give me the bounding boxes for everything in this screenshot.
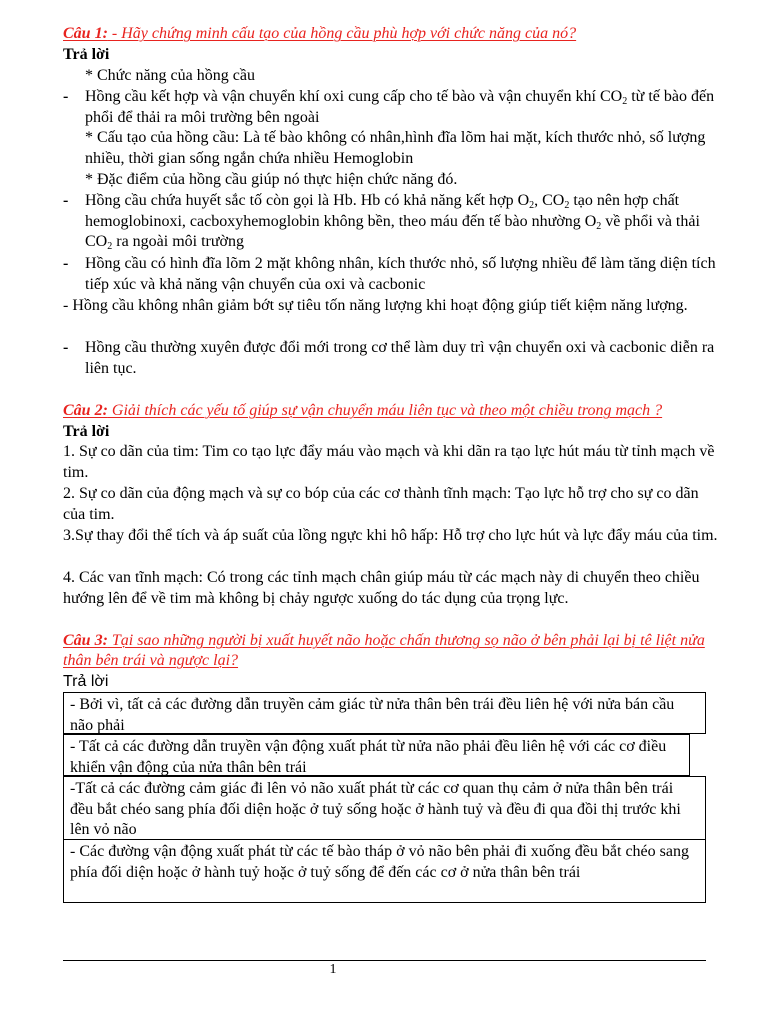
q3-answer-box-1: - Bởi vì, tất cả các đường dẫn truyền cảm giác từ nửa thân bên trái đều liên hệ với nửa bán cầu não phải bbox=[63, 692, 706, 734]
page-number: 1 bbox=[329, 962, 337, 977]
q2-point-3: 3.Sự thay đổi thể tích và áp suất của lồng ngực khi hô hấp: Hỗ trợ cho lực hút và lực đẩy máu của tim. bbox=[63, 527, 718, 544]
question-1-text: - Hãy chứng minh cấu tạo của hồng cầu phù hợp với chức năng của nó? bbox=[107, 25, 577, 42]
q1-bullet-4-text: Hồng cầu thường xuyên được đổi mới trong cơ thể làm duy trì vận chuyển oxi và cacbonic diễn ra liên tục. bbox=[85, 339, 715, 377]
q3-answer-box-3: -Tất cả các đường cảm giác đi lên vỏ não xuất phát từ các cơ quan thụ cảm ở nửa thân bên trái đều bắt chéo sang phía đối diện hoặc ở tuỷ sống hoặc ở hành tuỷ và đều đi qua đồi thị trước khi lên vỏ não bbox=[63, 776, 706, 840]
q1-bullet-1-sub: 2 bbox=[622, 96, 628, 107]
q1-structure-paragraph: * Cấu tạo của hồng cầu: Là tế bào không có nhân,hình đĩa lõm hai mặt, kích thước nhỏ, số lượng nhiều, thời gian sống ngắn chứa nhiều Hemoglobin bbox=[85, 129, 706, 167]
question-3-text: Tại sao những người bị xuất huyết não hoặc chấn thương sọ não ở bên phải lại bị tê liệt nửa thân bên trái và ngược lại? bbox=[63, 632, 705, 669]
q1-bullet-2-text-c: tạo nên hợp chất hemoglobinoxi, cacboxyhemoglobin không bền, theo máu đến tế bào nhường O bbox=[85, 192, 680, 230]
q1-bullet-1-text-a: Hồng cầu kết hợp và vận chuyển khí oxi cung cấp cho tế bào và vận chuyển khí CO bbox=[85, 88, 623, 105]
question-1-label: Câu 1: bbox=[63, 25, 108, 42]
q1-bullet-2-sub-3: 2 bbox=[596, 220, 602, 232]
q1-bullet-3-text: Hồng cầu có hình đĩa lõm 2 mặt không nhân, kích thước nhỏ, số lượng nhiều để làm tăng diện tích tiếp xúc và khả năng vận chuyển của oxi và cacbonic bbox=[85, 255, 716, 293]
q1-bullet-2-text-e: ra ngoài môi trường bbox=[112, 233, 245, 250]
q1-bullet-2-text-d: về phổi và thải CO bbox=[85, 212, 700, 250]
question-2-heading bbox=[63, 401, 723, 421]
question-1-heading bbox=[63, 24, 723, 44]
bullet-dash: - bbox=[63, 88, 69, 105]
q3-answer-box-2: - Tất cả các đường dẫn truyền vận động xuất phát từ nửa não phải đều liên hệ với các cơ điều khiển vận động của nửa thân bên trái bbox=[63, 734, 690, 776]
answer-3-label: Trả lời bbox=[63, 673, 109, 690]
footer-divider bbox=[63, 960, 706, 961]
q2-point-2: 2. Sự co dãn của động mạch và sự co bóp của các cơ thành tĩnh mạch: Tạo lực hỗ trợ cho sự co dãn của tim. bbox=[63, 485, 699, 523]
q3-answer-box-4: - Các đường vận động xuất phát từ các tế bào tháp ở vỏ não bên phải đi xuống đều bắt chéo sang phía đối diện hoặc ở hành tuỷ hoặc ở tuỷ sống để đến các cơ ở nửa thân bên trái bbox=[63, 839, 706, 903]
question-2-label: Câu 2: bbox=[63, 402, 108, 419]
bullet-dash: - bbox=[63, 255, 69, 272]
question-3-label: Câu 3: bbox=[63, 632, 108, 649]
q1-bullet-2-sub-2: 2 bbox=[564, 200, 570, 211]
q1-paragraph-4: - Hồng cầu không nhân giảm bớt sự tiêu tốn năng lượng khi hoạt động giúp tiết kiệm năng lượng. bbox=[63, 297, 688, 314]
answer-1-label: Trả lời bbox=[63, 46, 110, 63]
q1-bullet-2-sub-4: 2 bbox=[107, 241, 113, 252]
answer-2-label: Trả lời bbox=[63, 423, 110, 440]
q1-function-heading: * Chức năng của hồng cầu bbox=[85, 67, 255, 84]
bullet-dash: - bbox=[63, 339, 69, 356]
q1-bullet-2-sub-1: 2 bbox=[529, 200, 535, 211]
q2-point-1: 1. Sự co dãn của tim: Tim co tạo lực đẩy máu vào mạch và khi dãn ra tạo lực hút máu từ tỉnh mạch về tim. bbox=[63, 443, 715, 481]
bullet-dash: - bbox=[63, 192, 69, 209]
question-2-text: Giải thích các yếu tố giúp sự vận chuyển máu liên tục và theo một chiều trong mạch ? bbox=[107, 402, 663, 419]
question-3-heading bbox=[63, 631, 723, 671]
q1-bullet-2-text-a: Hồng cầu chứa huyết sắc tố còn gọi là Hb. Hb có khả năng kết hợp O bbox=[85, 192, 530, 209]
q1-bullet-1-text-b: từ tế bào đến phổi để thải ra môi trường bên ngoài bbox=[85, 88, 715, 126]
q2-point-4: 4. Các van tĩnh mạch: Có trong các tỉnh mạch chân giúp máu từ các mạch này di chuyển theo chiều hướng lên để về tim mà không bị chảy ngược xuống do tác dụng của trọng lực. bbox=[63, 569, 700, 607]
q1-feature-heading: * Đặc điểm của hồng cầu giúp nó thực hiện chức năng đó. bbox=[85, 171, 458, 188]
q1-bullet-2-text-b: , CO bbox=[534, 192, 565, 209]
